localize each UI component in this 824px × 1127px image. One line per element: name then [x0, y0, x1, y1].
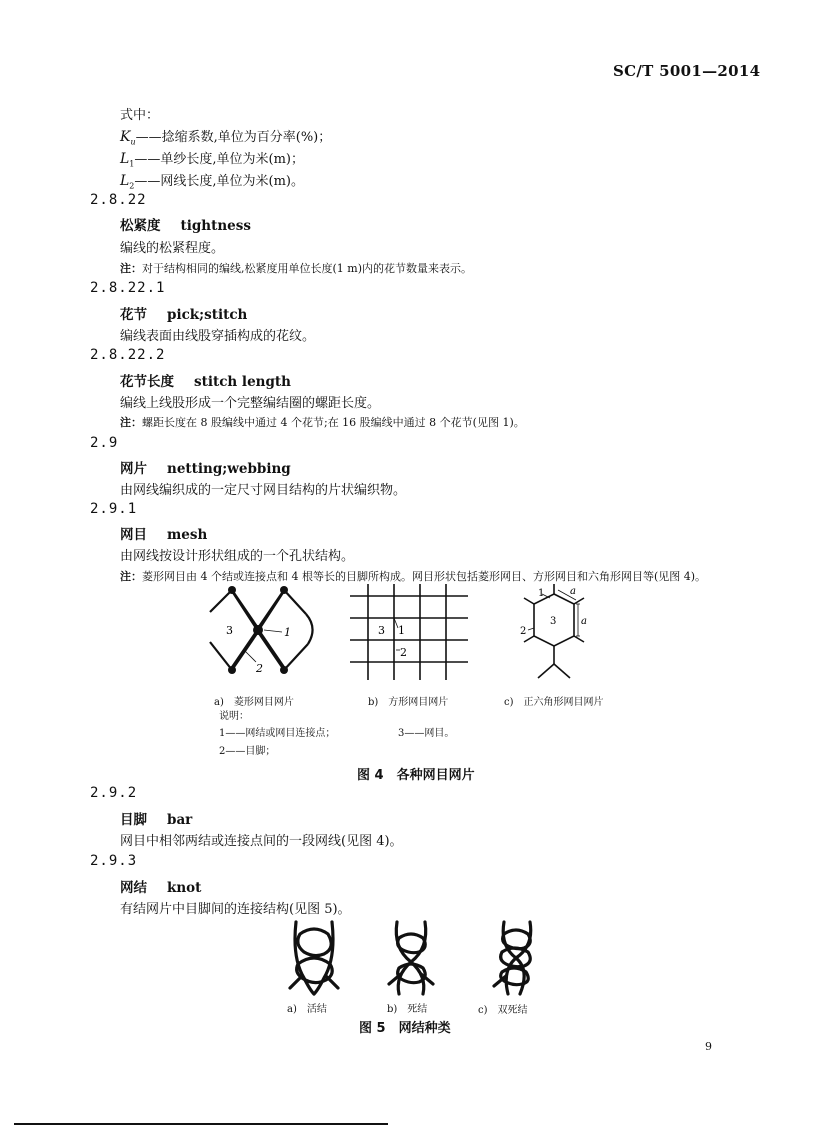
term-heading: [120, 808, 192, 828]
term-heading: [120, 457, 291, 477]
formula-var-l2: [120, 170, 304, 191]
label-side-a: a: [581, 616, 587, 627]
label-mesh: 3: [550, 616, 557, 627]
figure4-title: 图 4 各种网目网片: [357, 768, 475, 783]
var-subscript: 1: [129, 159, 135, 169]
figure5-title: 图 5 网结种类: [359, 1021, 451, 1036]
square-netting-figure: [350, 584, 472, 682]
term-en: knot: [167, 880, 202, 896]
standard-number: SC/T 5001—2014: [613, 62, 761, 80]
var-symbol: K: [120, 129, 131, 145]
term-en: mesh: [167, 527, 208, 543]
figure4-legend-title: 说明：: [219, 711, 249, 722]
note-label: 注：: [120, 262, 142, 275]
label-mesh: 3: [378, 624, 385, 637]
section-number: 2.9.1: [90, 501, 138, 517]
note: [120, 260, 472, 276]
figure4-caption-c: c) 正六角形网目网片: [504, 697, 604, 708]
figure5-caption-a: a) 活结: [287, 1004, 327, 1015]
label-mesh: 3: [226, 624, 233, 637]
label-knot: 1: [538, 588, 545, 599]
term-definition: 编线的松紧程度。: [120, 241, 225, 256]
var-desc: ——单纱长度,单位为米(m)；: [134, 152, 304, 167]
term-heading: [120, 303, 247, 323]
figure4-legend-item1: 1——网结或网目连接点；: [219, 728, 336, 739]
figure4-caption-a: a) 菱形网目网片: [214, 697, 294, 708]
term-zh: 花节: [120, 307, 147, 323]
term-heading: [120, 370, 291, 390]
term-zh: 网片: [120, 461, 147, 477]
dead-knot-figure: [383, 918, 439, 996]
formula-var-l1: [120, 148, 304, 169]
note-text: 菱形网目由 4 个结或连接点和 4 根等长的目脚所构成。网目形状包括菱形网目、方形网目和六角形网目等(见图 4)。: [142, 570, 707, 583]
note: [120, 414, 525, 430]
term-en: tightness: [180, 218, 251, 234]
figure5-caption-c: c) 双死结: [478, 1005, 528, 1016]
term-zh: 网结: [120, 880, 147, 896]
footer-rule: [14, 1123, 388, 1125]
var-subscript: u: [130, 137, 136, 147]
double-dead-knot-figure: [486, 918, 542, 996]
label-side-a: a: [570, 586, 576, 597]
term-heading: [120, 214, 251, 234]
var-subscript: 2: [129, 181, 135, 191]
rhombus-netting-figure: [200, 582, 330, 684]
section-number: 2.8.22: [90, 192, 147, 208]
formula-var-ku: [120, 126, 331, 147]
formula-intro: 式中：: [120, 108, 160, 123]
note-text: 对于结构相同的编线,松紧度用单位长度(1 m)内的花节数量来表示。: [142, 262, 473, 275]
section-number: 2.9.3: [90, 853, 138, 869]
term-heading: [120, 876, 201, 896]
term-en: stitch length: [194, 374, 291, 390]
term-en: bar: [167, 812, 193, 828]
hexagon-netting-figure: [510, 584, 600, 684]
label-bar: 2: [400, 646, 407, 659]
term-zh: 松紧度: [120, 218, 161, 234]
term-zh: 网目: [120, 527, 147, 543]
label-bar: 2: [520, 626, 527, 637]
note-label: 注：: [120, 570, 142, 583]
note-label: 注：: [120, 416, 142, 429]
term-definition: 编线上线股形成一个完整编结圈的螺距长度。: [120, 396, 381, 411]
term-definition: 有结网片中目脚间的连接结构(见图 5)。: [120, 902, 351, 917]
term-definition: 由网线编织成的一定尺寸网目结构的片状编织物。: [120, 483, 407, 498]
figure5-caption-b: b) 死结: [387, 1004, 428, 1015]
term-definition: 由网线按设计形状组成的一个孔状结构。: [120, 549, 355, 564]
label-knot: 1: [284, 626, 291, 639]
label-knot: 1: [398, 624, 405, 637]
section-number: 2.8.22.1: [90, 280, 166, 296]
figure4-legend-item2: 2——目脚；: [219, 746, 276, 757]
term-definition: 编线表面由线股穿插构成的花纹。: [120, 329, 316, 344]
slip-knot-figure: [286, 918, 342, 996]
section-number: 2.8.22.2: [90, 347, 166, 363]
term-zh: 目脚: [120, 812, 147, 828]
label-bar: 2: [256, 662, 263, 675]
term-en: netting;webbing: [167, 461, 291, 477]
var-desc: ——网线长度,单位为米(m)。: [134, 174, 304, 189]
term-en: pick;stitch: [167, 307, 248, 323]
var-desc: ——捻缩系数,单位为百分率(%)；: [135, 130, 332, 145]
figure4-legend-item3: 3——网目。: [398, 728, 455, 739]
term-heading: [120, 523, 207, 543]
term-definition: 网目中相邻两结或连接点间的一段网线(见图 4)。: [120, 834, 403, 849]
page-number: 9: [705, 1040, 712, 1053]
section-number: 2.9: [90, 435, 119, 451]
var-symbol: L: [120, 173, 130, 189]
var-symbol: L: [120, 151, 130, 167]
section-number: 2.9.2: [90, 785, 138, 801]
note-text: 螺距长度在 8 股编线中通过 4 个花节;在 16 股编线中通过 8 个花节(见图 1)。: [142, 416, 525, 429]
term-zh: 花节长度: [120, 374, 174, 390]
figure4-caption-b: b) 方形网目网片: [368, 697, 449, 708]
